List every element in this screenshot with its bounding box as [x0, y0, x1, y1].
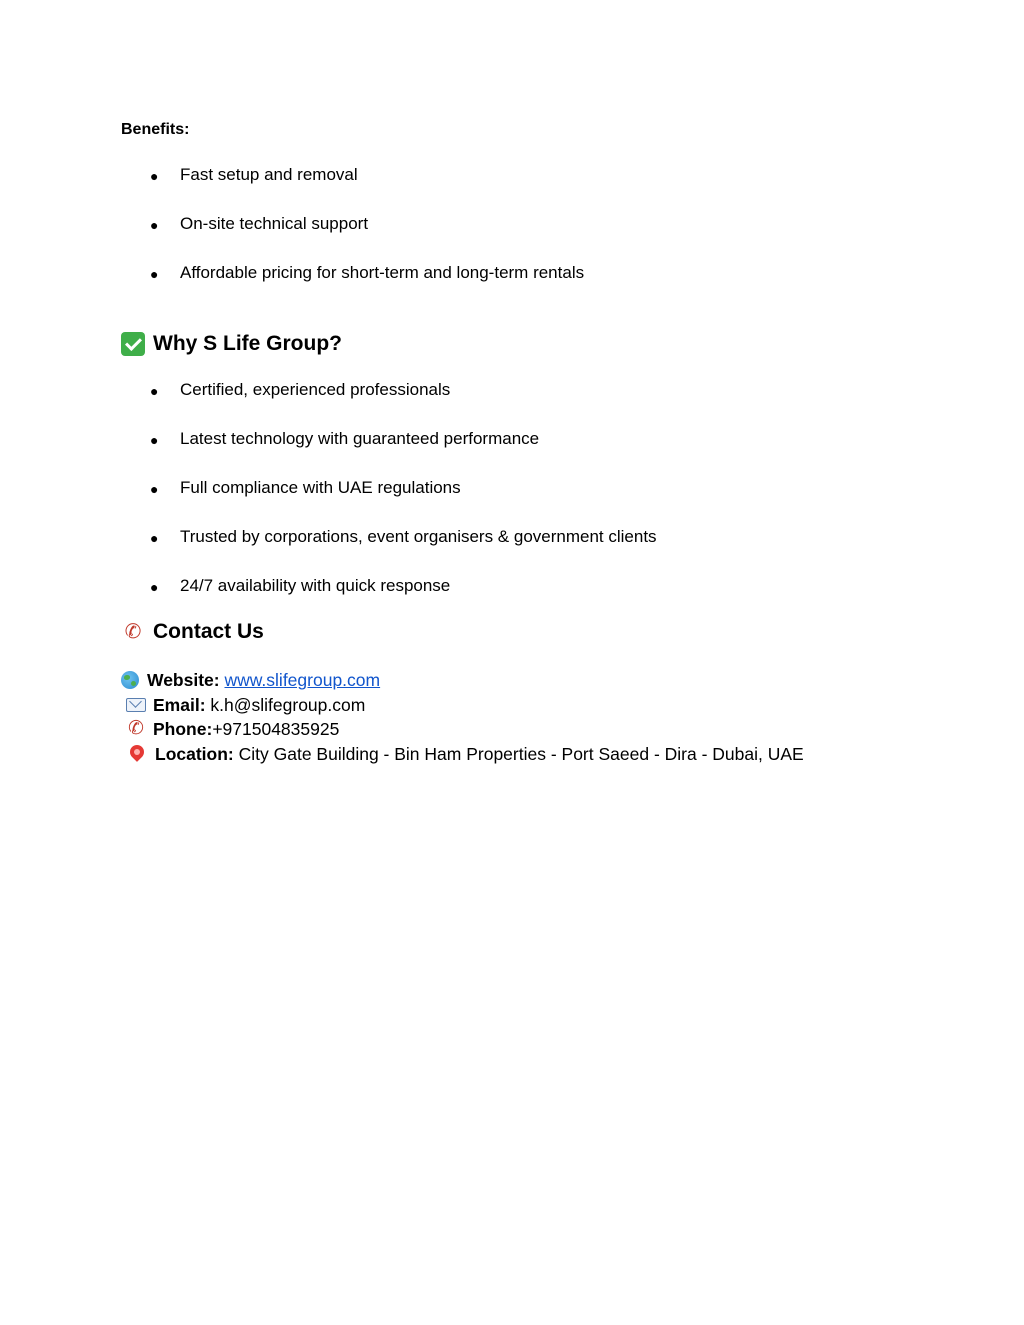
phone-label: Phone:	[153, 719, 213, 739]
why-heading	[121, 331, 342, 357]
contact-heading	[121, 619, 264, 645]
phone-value: +971504835925	[212, 719, 340, 739]
list-item-text: Trusted by corporations, event organisers & government clients	[180, 527, 657, 546]
contact-details	[121, 668, 804, 766]
check-mark-icon	[121, 332, 145, 356]
list-item-text: Certified, experienced professionals	[180, 380, 451, 399]
list-item-text: 24/7 availability with quick response	[180, 576, 451, 595]
location-value: City Gate Building - Bin Ham Properties - Port Saeed - Dira - Dubai, UAE	[238, 743, 804, 764]
email-value: k.h@slifegroup.com	[210, 694, 366, 715]
email-line	[121, 693, 804, 718]
bullet-icon: ●	[150, 266, 159, 282]
list-item-text: On-site technical support	[180, 214, 369, 233]
list-item-text: Latest technology with guaranteed performance	[180, 429, 540, 448]
telephone-icon: ✆	[128, 718, 144, 739]
bullet-icon: ●	[150, 383, 159, 399]
contact-heading-text: Contact Us	[153, 620, 264, 643]
list-item-text: Fast setup and removal	[180, 165, 358, 184]
why-heading-text: Why S Life Group?	[153, 332, 342, 355]
email-icon	[126, 698, 146, 712]
bullet-icon: ●	[150, 432, 159, 448]
location-line	[121, 742, 804, 767]
website-line	[121, 668, 804, 693]
bullet-icon: ●	[150, 579, 159, 595]
globe-icon	[121, 671, 139, 689]
telephone-icon: ✆	[124, 621, 142, 643]
benefits-heading: Benefits:	[121, 121, 190, 138]
website-link[interactable]: www.slifegroup.com	[224, 670, 381, 690]
list-item-text: Affordable pricing for short-term and long-term rentals	[180, 263, 585, 282]
bullet-icon: ●	[150, 168, 159, 184]
bullet-icon: ●	[150, 481, 159, 497]
bullet-icon: ●	[150, 530, 159, 546]
website-label: Website:	[147, 670, 220, 690]
bullet-icon: ●	[150, 217, 159, 233]
list-item-text: Full compliance with UAE regulations	[180, 478, 461, 497]
email-label: Email:	[153, 694, 206, 715]
location-label: Location:	[155, 743, 234, 764]
phone-line	[121, 717, 804, 742]
map-pin-icon	[127, 742, 147, 762]
